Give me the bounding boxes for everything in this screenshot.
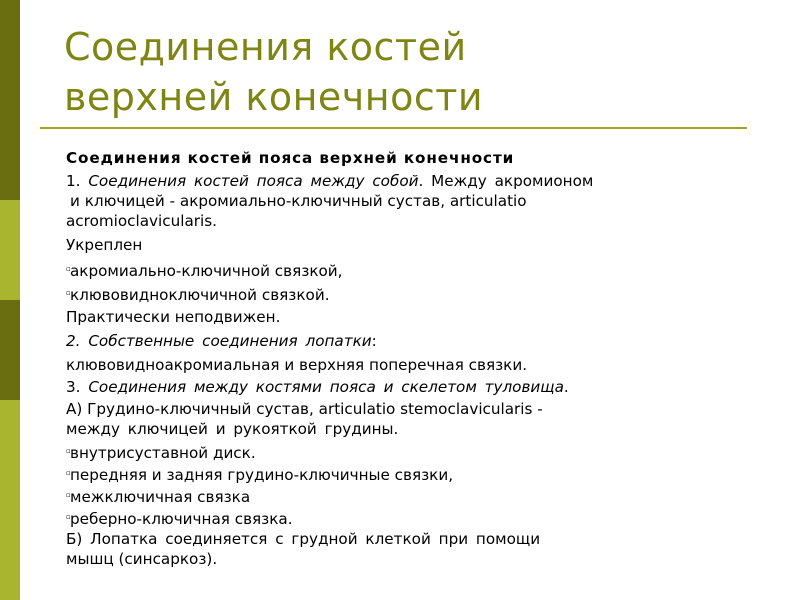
item-a-line-1: А) Грудино-ключичный сустав, articulatio stemoclavicularis - [66,400,543,418]
slide-title-line: верхней конечности [64,75,484,119]
bullet-icon: ▫ [66,289,71,297]
bullet-text: акромиально-ключичной связкой, [70,262,343,280]
item-number: 2. [66,332,81,350]
immobile-note: Практически неподвижен. [66,308,281,326]
bullet-text: передняя и задняя грудино-ключичные связки, [70,466,454,484]
bullet-item [66,485,756,505]
bullet-text: межключичная связка [70,488,251,506]
item-text: . Между акромионом [418,172,594,190]
bullet-item [66,441,756,461]
bullet-icon: ▫ [66,469,71,477]
side-color-strip [0,0,20,600]
bullet-item [66,283,756,303]
bullet-text: клювовидноключичной связкой. [70,286,330,304]
bullet-item [66,259,756,279]
item-3 [66,377,756,397]
item-b-line-2: мышц (синсаркоз). [66,550,218,568]
item-b-line-1: Б) Лопатка соединяется с грудной клеткой при помощи [66,530,541,548]
slide-title-line: Соединения костей [64,25,467,69]
bullet-text: внутрисуставной диск. [70,444,256,462]
slide-title [64,22,764,122]
section-heading: Соединения костей пояса верхней конечности [66,149,515,167]
bullet-text: реберно-ключичная связка. [70,510,293,528]
bullet-icon: ▫ [66,265,71,273]
item-title: Соединения между костями пояса и скелетом туловища [88,378,564,396]
item-punct: : [371,332,377,350]
bullet-icon: ▫ [66,513,71,521]
bullet-item [66,463,756,483]
strip-segment [0,300,20,400]
item-title: Соединения костей пояса между собой [88,172,419,190]
title-divider [40,127,747,129]
item-2-text: клювовидноакромиальная и верхняя поперечная связки. [66,356,528,374]
item-1-line-3: acromioclavicularis. [66,212,217,230]
item-title: Собственные соединения лопатки [88,332,372,350]
item-2 [66,331,756,351]
item-number: 1. [66,172,81,190]
strip-segment [0,200,20,300]
item-1-line-2: и ключицей - акромиально-ключичный сустав, articulatio [70,192,527,210]
reinforced-label: Укреплен [66,236,143,254]
item-number: 3. [66,378,81,396]
slide-body [66,148,756,569]
bullet-icon: ▫ [66,447,71,455]
item-punct: . [563,378,569,396]
bullet-item [66,507,756,527]
item-1-line-1 [66,171,756,191]
strip-segment [0,0,20,200]
bullet-icon: ▫ [66,491,71,499]
strip-segment [0,400,20,600]
item-a-line-2: между ключицей и рукояткой грудины. [66,420,399,438]
